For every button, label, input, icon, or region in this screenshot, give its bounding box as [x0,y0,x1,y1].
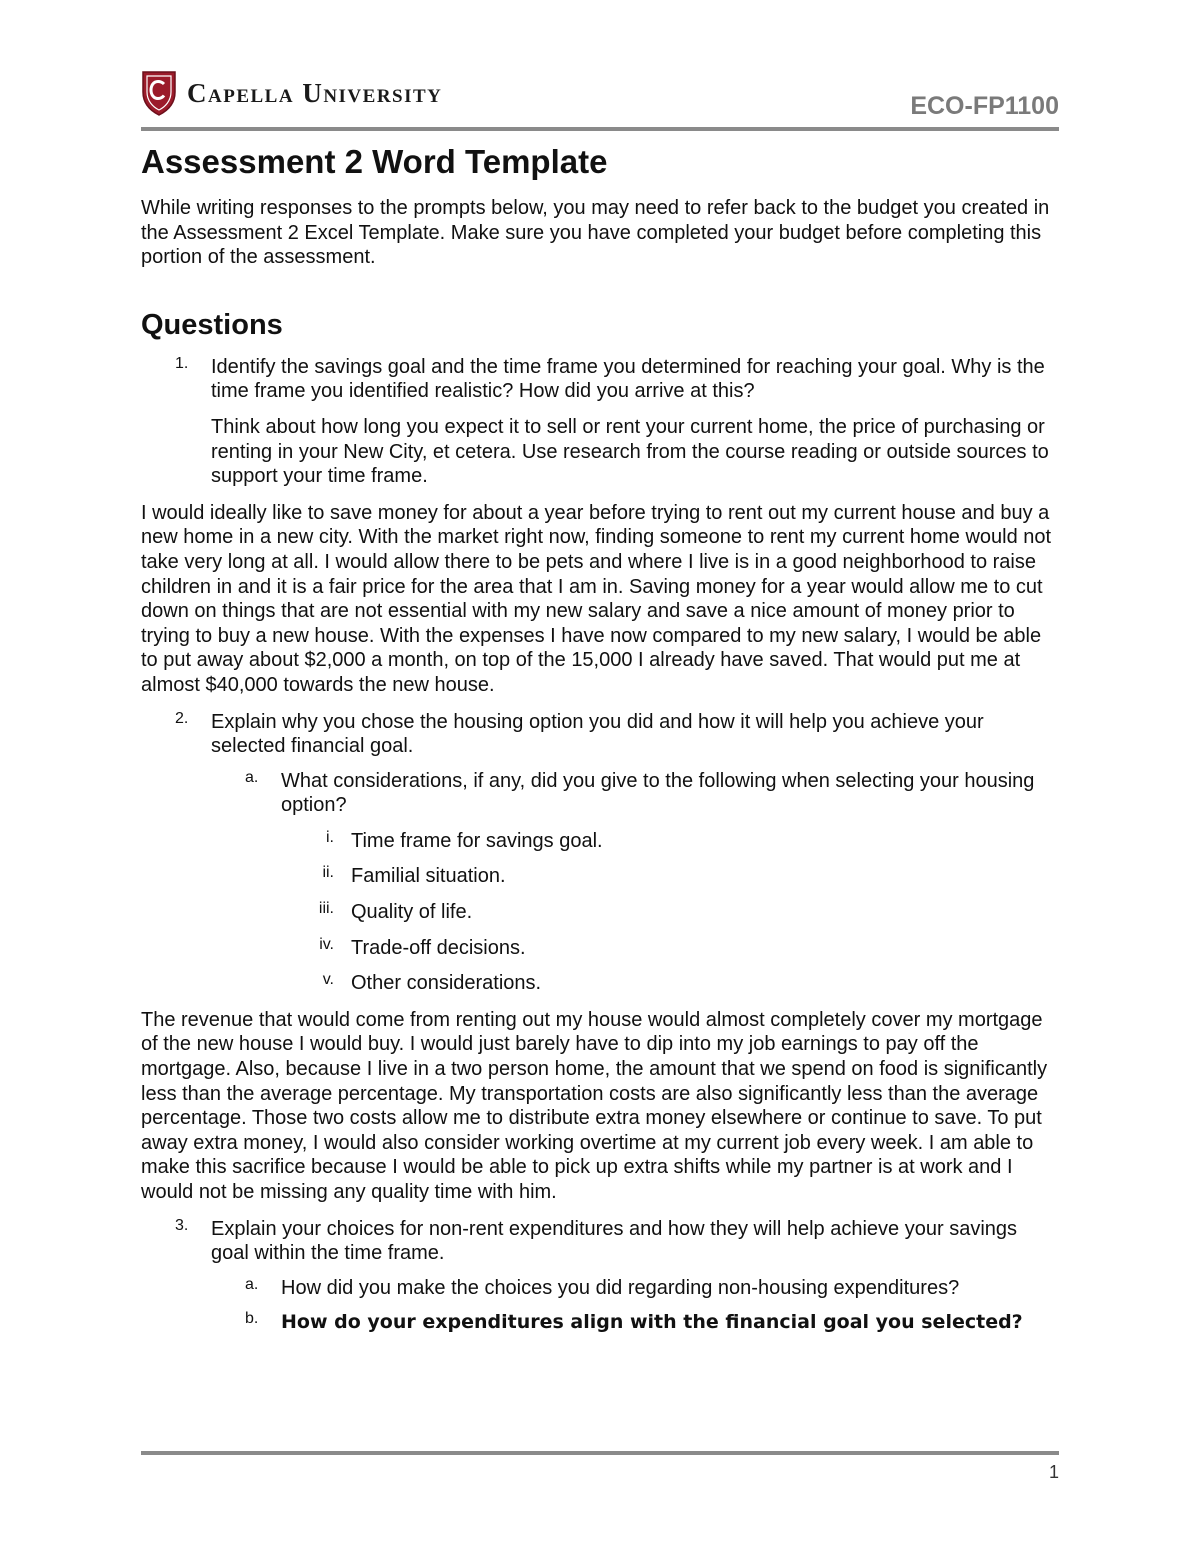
answer-1: I would ideally like to save money for about a year before trying to rent out my current house and buy a new home in a new city. With the market right now, finding someone to rent my current home would not take very long at all. I would allow there to be pets and where I live is in a good neighborhood to raise children in and it is a fair price for the area that I am in. Saving money for a year would allow me to cut down on things that are not essential with my new salary and save a nice amount of money prior to trying to buy a new house. With the expenses I have now compared to my new salary, I would be able to put away about $2,000 a month, on top of the 15,000 I already have saved. That would put me at almost $40,000 towards the new house. [141,501,1052,696]
page-header [141,66,1059,136]
shield-logo-icon [141,70,177,116]
logo-wordmark: Capella University [187,77,443,108]
roman-text: Quality of life. [351,901,473,924]
question-number: 1. [175,354,189,372]
answer-2: The revenue that would come from renting out my house would almost completely cover my mortgage of the new house I would buy. I would just barely have to dip into my job earnings to pay off the mortgage. Also, because I live in a two person home, the amount that we spend on food is significantly less than the average percentage. My transportation costs are also significantly less than the average percentage. Those two costs allow me to distribute extra money elsewhere or continue to save. To put away extra money, I would also consider working overtime at my current job every week. I am able to make this sacrifice because I would be able to pick up extra shifts while my partner is at work and I would not be missing any quality time with him. [141,1008,1048,1203]
roman-text: Time frame for savings goal. [351,829,603,852]
list-item [281,864,1059,889]
roman-text: Trade-off decisions. [351,936,526,959]
roman-text: Other considerations. [351,972,542,995]
roman-text: Familial situation. [351,865,506,888]
question-text: Explain your choices for non-rent expenditures and how they will help achieve your savings goal within the time frame. [211,1217,1018,1265]
question-2 [141,710,1059,759]
sub-text: What considerations, if any, did you give to the following when selecting your housing option? [281,769,1035,817]
intro-paragraph: While writing responses to the prompts below, you may need to refer back to the budget you created in the Assessment 2 Excel Template. Make sure you have completed your budget before completing this portion of the assessment. [141,197,1050,269]
roman-label: iv. [319,935,334,953]
list-item [281,971,1059,996]
university-logo [141,70,442,116]
question-2-sub-a [211,769,1059,818]
header-rule [141,127,1059,131]
question-text: Identify the savings goal and the time frame you determined for reaching your goal. Why is the time frame you identified realistic? How did you arrive at this? [211,355,1045,403]
section-title-questions: Questions [141,308,283,341]
sub-text: How do your expenditures align with the financial goal you selected? [281,1311,1023,1334]
roman-label: iii. [318,900,334,918]
question-3-sub-a [211,1276,1059,1301]
question-1 [141,355,1059,404]
roman-label: v. [322,971,334,989]
roman-label: i. [326,828,334,846]
document-title: Assessment 2 Word Template [141,143,608,180]
sub-label: b. [245,1310,259,1328]
footer-rule [141,1451,1059,1455]
question-number: 3. [175,1216,189,1234]
course-code: ECO-FP1100 [910,92,1059,120]
question-3 [141,1217,1059,1266]
sub-label: a. [245,1275,259,1293]
roman-label: ii. [322,864,334,882]
sub-label: a. [245,768,259,786]
question-1-note: Think about how long you expect it to sell or rent your current home, the price of purchasing or renting in your New City, et cetera. Use research from the course reading or outside sources to support your time frame. [211,415,1049,488]
document-body [141,142,1059,1335]
question-3-sub-b [211,1310,1059,1335]
list-item [281,936,1059,961]
question-number: 2. [175,709,189,727]
list-item [281,900,1059,925]
page-number: 1 [1048,1462,1059,1482]
list-item [281,829,1059,854]
sub-text: How did you make the choices you did regarding non-housing expenditures? [281,1276,960,1299]
question-text: Explain why you chose the housing option you did and how it will help you achieve your selected financial goal. [211,710,984,758]
